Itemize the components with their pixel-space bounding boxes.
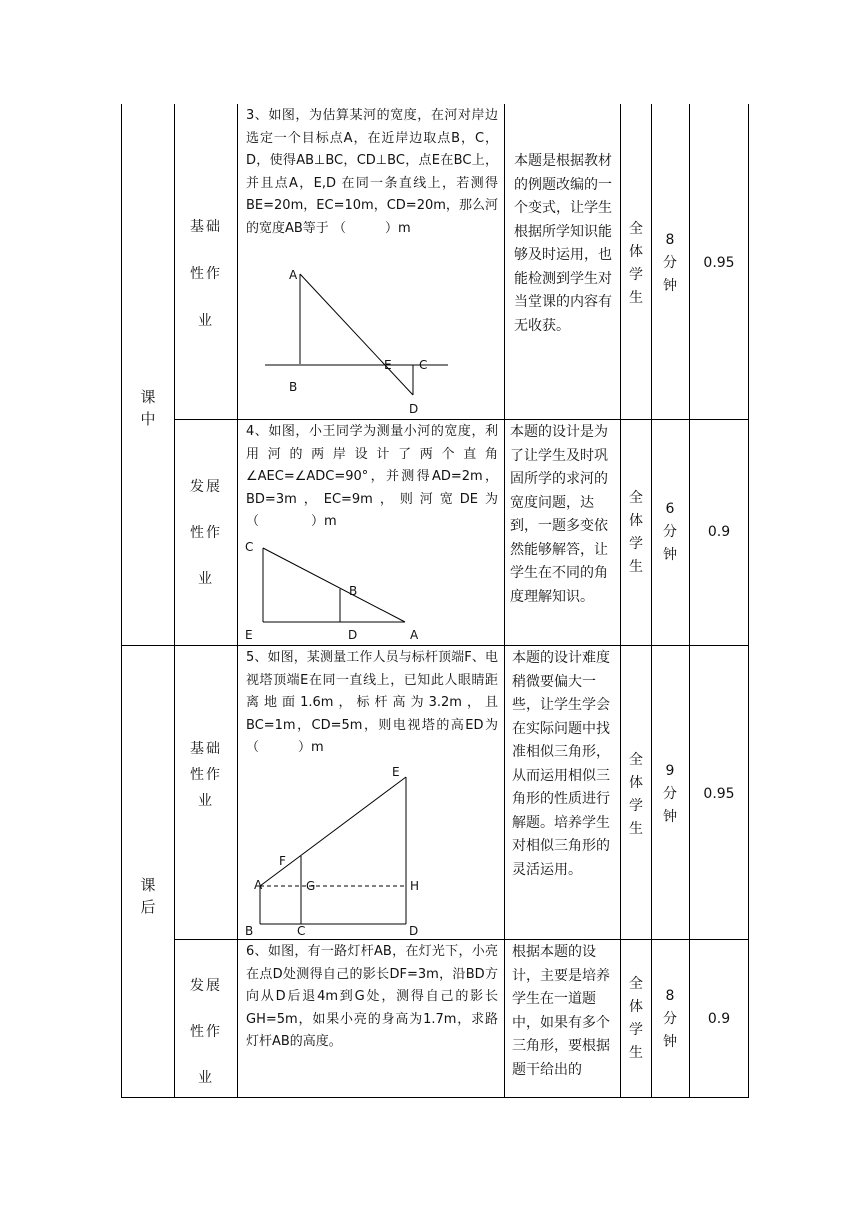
grid-line xyxy=(174,104,175,1098)
who-char: 学 xyxy=(629,536,643,552)
type-line: 性作 xyxy=(190,1024,222,1040)
who-char: 体 xyxy=(629,775,643,791)
time-char: 分 xyxy=(663,255,677,271)
time-char: 钟 xyxy=(663,547,677,563)
who-char: 学 xyxy=(629,1022,643,1038)
who-char: 生 xyxy=(629,290,643,306)
time-estimate xyxy=(661,760,679,829)
who-char: 全 xyxy=(629,221,643,237)
who-char: 生 xyxy=(629,559,643,575)
question-text: 4、如图，小王同学为测量小河的宽度，利用河的两岸设计了两个直角∠AEC=∠ADC=90°，并测得AD=2m，BD=3m，EC=9m，则河宽DE为 （ ）m xyxy=(246,424,498,529)
point-label: A xyxy=(254,878,263,892)
time-char: 钟 xyxy=(663,1034,677,1050)
point-label: H xyxy=(410,879,420,893)
type-line: 性作 xyxy=(190,767,222,783)
grid-line xyxy=(504,104,505,1098)
point-label: E xyxy=(384,358,392,372)
stage-label: 课后 xyxy=(140,876,156,916)
type-line: 基础 xyxy=(190,741,222,757)
grid-line xyxy=(689,104,690,1098)
type-line: 业 xyxy=(198,793,214,809)
type-line: 业 xyxy=(198,571,214,587)
type-line: 性作 xyxy=(190,266,222,282)
who-char: 体 xyxy=(629,999,643,1015)
target-students xyxy=(627,973,645,1065)
who-char: 全 xyxy=(629,976,643,992)
time-char: 分 xyxy=(663,1011,677,1027)
point-label: C xyxy=(419,358,428,372)
target-students xyxy=(627,218,645,310)
point-label: F xyxy=(279,854,286,868)
time-char: 分 xyxy=(663,786,677,802)
time-char: 钟 xyxy=(663,809,677,825)
accuracy-rate: 0.9 xyxy=(707,1011,731,1027)
point-label: D xyxy=(348,628,358,642)
time-estimate xyxy=(661,498,679,567)
point-label: G xyxy=(306,879,316,893)
accuracy-rate: 0.9 xyxy=(707,524,731,540)
who-char: 全 xyxy=(629,752,643,768)
grid-line xyxy=(651,104,652,1098)
point-label: C xyxy=(245,540,254,554)
time-estimate xyxy=(661,229,679,298)
figure-tv-tower xyxy=(240,760,502,938)
question-text: 3、如图，为估算某河的宽度，在河对岸边选定一个目标点A，在近岸边取点B，C，D，使得AB⊥BC，CD⊥BC，点E在BC上，并且点A，E,D 在同一条直线上，若测得BE=20m，EC=10m，CD=20m，那么河的宽度AB等于 （ ）m xyxy=(246,108,498,236)
who-char: 生 xyxy=(629,821,643,837)
design-intent: 根据本题的设计，主要是培养学生在一道题中，如果有多个三角形，要根据题干给出的 xyxy=(512,944,610,1078)
grid-line xyxy=(237,104,238,1098)
point-label: C xyxy=(297,924,306,938)
point-label: E xyxy=(392,765,400,779)
point-label: B xyxy=(245,924,254,938)
grid-line xyxy=(748,104,749,1098)
stage-label: 课中 xyxy=(140,388,156,428)
time-char: 6 xyxy=(665,501,675,517)
design-intent: 本题是根据教材的例题改编的一个变式，让学生根据所学知识能够及时运用，也能检测到学生对当堂课的内容有无收获。 xyxy=(514,153,612,334)
who-char: 学 xyxy=(629,798,643,814)
who-char: 学 xyxy=(629,267,643,283)
point-label: A xyxy=(410,628,419,642)
type-line: 业 xyxy=(198,1070,214,1086)
accuracy-rate: 0.95 xyxy=(703,786,735,802)
point-label: B xyxy=(289,380,298,394)
homework-type xyxy=(176,204,236,345)
time-char: 9 xyxy=(665,763,675,779)
target-students xyxy=(627,749,645,841)
design-intent: 本题的设计是为了让学生及时巩固所学的求河的宽度问题，达到，一题多变依然能够解答，让学生在不同的角度理解知识。 xyxy=(510,424,608,605)
grid-line xyxy=(121,104,122,1098)
grid-line xyxy=(174,939,749,940)
homework-type xyxy=(176,464,236,602)
type-line: 业 xyxy=(198,313,214,329)
who-char: 生 xyxy=(629,1045,643,1061)
grid-line xyxy=(121,645,749,646)
who-char: 体 xyxy=(629,513,643,529)
homework-type xyxy=(176,736,236,814)
type-line: 基础 xyxy=(190,219,222,235)
grid-line xyxy=(174,419,749,420)
figure-river-width-1 xyxy=(240,262,502,419)
point-label: E xyxy=(245,628,253,642)
design-intent: 本题的设计难度稍微要偏大一些，让学生学会在实际问题中找准相似三角形，从而运用相似三角形的性质进行解题。培养学生对相似三角形的灵活运用。 xyxy=(512,650,610,878)
time-char: 8 xyxy=(665,988,675,1004)
type-line: 性作 xyxy=(190,525,222,541)
who-char: 体 xyxy=(629,244,643,260)
grid-line xyxy=(620,104,621,1098)
question-text: 5、如图，某测量工作人员与标杆顶端F、电视塔顶端E在同一直线上，已知此人眼睛距离地面1.6m，标杆高为3.2m，且BC=1m，CD=5m，则电视塔的高ED为（ ）m xyxy=(246,650,498,755)
type-line: 发展 xyxy=(190,978,222,994)
point-label: D xyxy=(409,402,419,416)
type-line: 发展 xyxy=(190,479,222,495)
time-char: 钟 xyxy=(663,278,677,294)
time-char: 分 xyxy=(663,524,677,540)
time-estimate xyxy=(661,985,679,1054)
point-label: A xyxy=(289,268,298,282)
point-label: D xyxy=(409,924,419,938)
figure-river-width-2 xyxy=(240,532,502,644)
question-text: 6、如图，有一路灯杆AB，在灯光下，小亮在点D处测得自己的影长DF=3m，沿BD方向从D后退4m到G处，测得自己的影长GH=5m，如果小亮的身高为1.7m，求路灯杆AB的高度。 xyxy=(246,944,498,1049)
who-char: 全 xyxy=(629,490,643,506)
time-char: 8 xyxy=(665,232,675,248)
homework-type xyxy=(176,963,236,1101)
target-students xyxy=(627,487,645,579)
accuracy-rate: 0.95 xyxy=(703,255,735,271)
point-label: B xyxy=(349,584,358,598)
